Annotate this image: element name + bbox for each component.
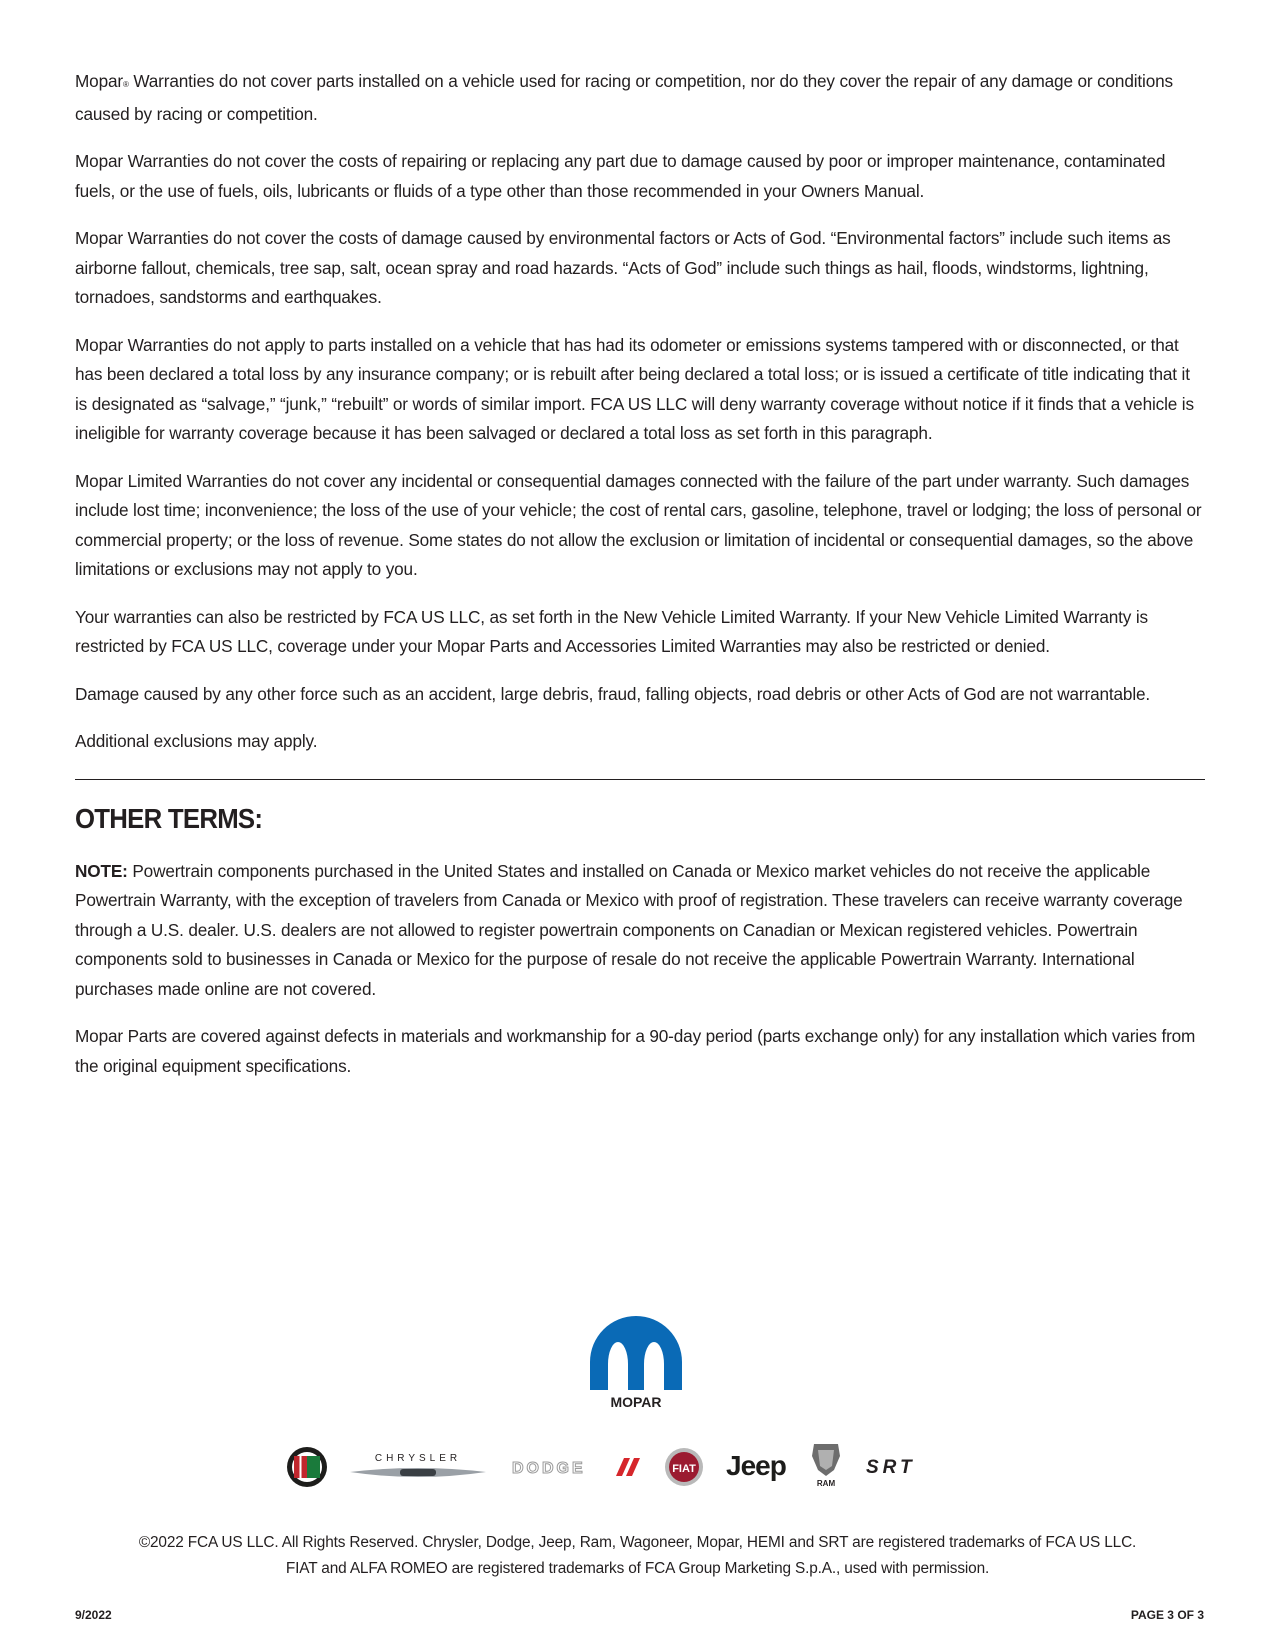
svg-text:DODGE: DODGE xyxy=(512,1460,586,1477)
paragraph-additional-exclusions: Additional exclusions may apply. xyxy=(75,731,318,751)
svg-text:SRT: SRT xyxy=(866,1457,916,1478)
svg-text:FIAT: FIAT xyxy=(672,1463,696,1475)
paragraph-racing-text: Warranties do not cover parts installed on a vehicle used for racing or competition, nor do they cover the repair of any damage or conditions caused by racing or competition. xyxy=(75,71,1173,124)
paragraph-tampered: Mopar Warranties do not apply to parts installed on a vehicle that has had its odometer or emissions systems tampered with or disconnected, or that has been declared a total loss by any insurance company; or is rebuilt after being declared a total loss; or is issued a certificate of title indicating that it is designated as “salvage,” “junk,” “rebuilt” or words of similar import. FCA US LLC will deny warranty coverage without notice if it finds that a vehicle is ineligible for warranty coverage because it has been salvaged or declared a total loss as set forth in this paragraph. xyxy=(75,334,1194,443)
section-divider xyxy=(75,779,1205,780)
paragraph-racing xyxy=(75,67,1205,129)
mopar-wordmark: MOPAR xyxy=(610,1394,662,1410)
note-label: NOTE: xyxy=(75,860,128,881)
copyright-line-2: FIAT and ALFA ROMEO are registered trademarks of FCA Group Marketing S.p.A., used with permission. xyxy=(285,1559,990,1577)
chrysler-logo xyxy=(348,1452,488,1482)
footer-page-number: PAGE 3 OF 3 xyxy=(1130,1608,1204,1622)
paragraph-incidental-damages: Mopar Limited Warranties do not cover any incidental or consequential damages connected with the failure of the part under warranty. Such damages include lost time; inconvenience; the loss of the use of your vehicle; the cost of rental cars, gasoline, telephone, travel or lodging; the loss of personal or commercial property; or the loss of revenue. Some states do not allow the exclusion or limitation of incidental or consequential damages, so the above limitations or exclusions may not apply to you. xyxy=(75,470,1202,579)
svg-text:CHRYSLER: CHRYSLER xyxy=(374,1453,462,1464)
fiat-logo xyxy=(664,1447,704,1487)
paragraph-restrictions: Your warranties can also be restricted by FCA US LLC, as set forth in the New Vehicle Limited Warranty. If your New Vehicle Limited Warranty is restricted by FCA US LLC, coverage under your Mopar Parts and Accessories Limited Warranties may also be restricted or denied. xyxy=(75,606,1148,656)
paragraph-other-force: Damage caused by any other force such as an accident, large debris, fraud, falling objects, road debris or other Acts of God are not warrantable. xyxy=(75,683,1151,704)
paragraph-note xyxy=(75,857,1205,1005)
document-body xyxy=(75,67,1205,1099)
paragraph-environmental: Mopar Warranties do not cover the costs of damage caused by environmental factors or Acts of God. “Environmental factors” include such items as airborne fallout, chemicals, tree sap, salt, ocean spray and road hazards. “Acts of God” include such things as hail, floods, windstorms, lightning, tornadoes, sandstorms and earthquakes. xyxy=(75,228,1171,307)
srt-logo xyxy=(862,1454,944,1478)
mopar-logo xyxy=(586,1312,686,1410)
section-heading-other-terms: OTHER TERMS: xyxy=(75,802,263,834)
footer-date: 9/2022 xyxy=(75,1608,112,1622)
dodge-logo xyxy=(512,1456,642,1478)
brand-name: Mopar xyxy=(75,71,123,91)
brand-logos-row xyxy=(286,1440,998,1500)
note-text: Powertrain components purchased in the United States and installed on Canada or Mexico market vehicles do not receive the applicable Powertrain Warranty, with the exception of travelers from Canada or Mexico with proof of registration. These travelers can receive warranty coverage through a U.S. dealer. U.S. dealers are not allowed to register powertrain components on Canadian or Mexican registered vehicles. Powertrain components sold to businesses in Canada or Mexico for the purpose of resale do not receive the applicable Powertrain Warranty. International purchases made online are not covered. xyxy=(75,860,1183,999)
mopar-m-mark xyxy=(590,1316,682,1390)
jeep-logo xyxy=(726,1446,796,1486)
registered-mark: ® xyxy=(122,80,129,89)
copyright-line-1: ©2022 FCA US LLC. All Rights Reserved. Chrysler, Dodge, Jeep, Ram, Wagoneer, Mopar, HEMI and SRT are registered trademarks of FCA US LLC. xyxy=(138,1534,1137,1551)
ram-logo xyxy=(806,1440,846,1488)
paragraph-maintenance: Mopar Warranties do not cover the costs of repairing or replacing any part due to damage caused by poor or improper maintenance, contaminated fuels, or the use of fuels, oils, lubricants or fluids of a type other than those recommended in your Owners Manual. xyxy=(75,151,1166,201)
copyright-notice xyxy=(0,1530,1275,1581)
paragraph-90-day: Mopar Parts are covered against defects in materials and workmanship for a 90-day period (parts exchange only) for any installation which varies from the original equipment specifications. xyxy=(75,1026,1196,1076)
svg-text:Jeep: Jeep xyxy=(726,1450,786,1481)
svg-text:RAM: RAM xyxy=(816,1479,836,1488)
alfa-romeo-logo xyxy=(286,1446,328,1488)
